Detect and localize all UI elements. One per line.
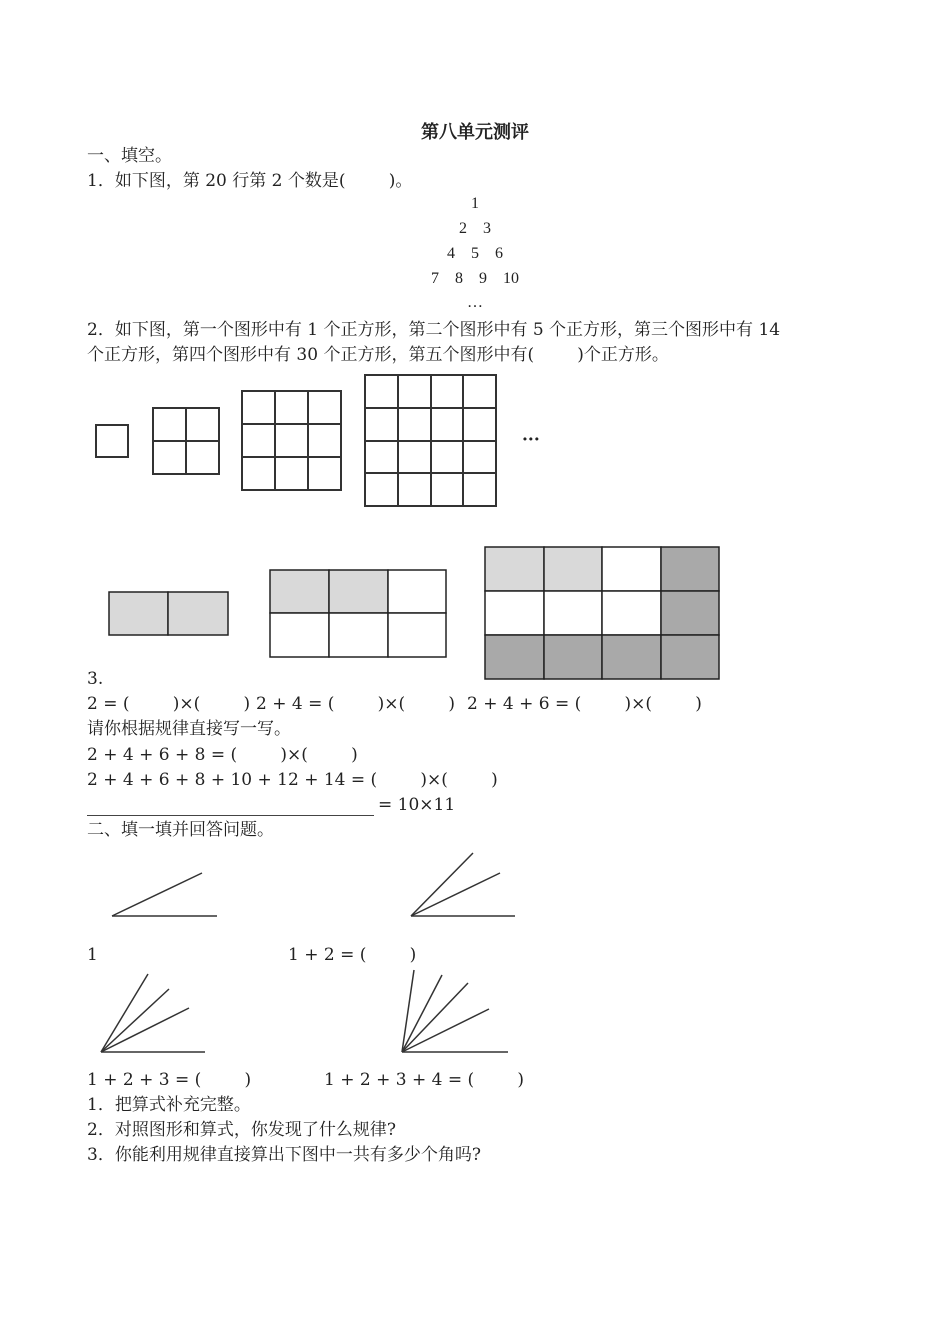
angle-label-1: 1	[87, 945, 98, 965]
equation-6: = 10×11	[378, 795, 456, 815]
angle-figure-3	[101, 974, 205, 1052]
question2-line1: 2．如下图，第一个图形中有 1 个正方形，第二个图形中有 5 个正方形，第三个图形中有 14	[87, 320, 781, 340]
angle-figure-2	[411, 853, 515, 916]
equation-1: 2 = ( )×( )	[87, 694, 251, 714]
question3-instruction: 请你根据规律直接写一写。	[87, 719, 291, 739]
angle-label-2: 1 + 2 = ( )	[288, 945, 417, 965]
figures-ellipsis: ···	[522, 430, 540, 450]
angle-label-4: 1 + 2 + 3 + 4 = ( )	[324, 1070, 524, 1090]
section2-question-2: 2．对照图形和算式，你发现了什么规律?	[87, 1120, 396, 1140]
triangle-row-4: 7 8 9 10	[431, 270, 519, 287]
equation-5: 2 + 4 + 6 + 8 + 10 + 12 + 14 = ( )×( )	[87, 770, 498, 790]
angle-figure-4	[402, 970, 508, 1052]
equation-4: 2 + 4 + 6 + 8 = ( )×( )	[87, 745, 358, 765]
section2-question-1: 1．把算式补充完整。	[87, 1095, 251, 1115]
triangle-row-1: 1	[471, 195, 479, 212]
section2-question-3: 3．你能利用规律直接算出下图中一共有多少个角吗?	[87, 1145, 481, 1165]
question1-text: 1．如下图，第 20 行第 2 个数是( )。	[87, 171, 413, 191]
equation-2: 2 + 4 = ( )×( )	[256, 694, 455, 714]
angle-figure-1	[112, 873, 217, 916]
triangle-row-ellipsis: …	[467, 294, 483, 311]
section1-heading: 一、填空。	[87, 146, 172, 166]
section2-heading: 二、填一填并回答问题。	[87, 820, 274, 840]
question3-number: 3.	[87, 669, 104, 689]
triangle-row-3: 4 5 6	[447, 245, 503, 262]
angle-label-3: 1 + 2 + 3 = ( )	[87, 1070, 252, 1090]
triangle-row-2: 2 3	[459, 220, 491, 237]
question2-line2: 个正方形，第四个图形中有 30 个正方形，第五个图形中有( )个正方形。	[87, 345, 669, 365]
page-title: 第八单元测评	[421, 122, 529, 143]
equation-3: 2 + 4 + 6 = ( )×( )	[467, 694, 702, 714]
